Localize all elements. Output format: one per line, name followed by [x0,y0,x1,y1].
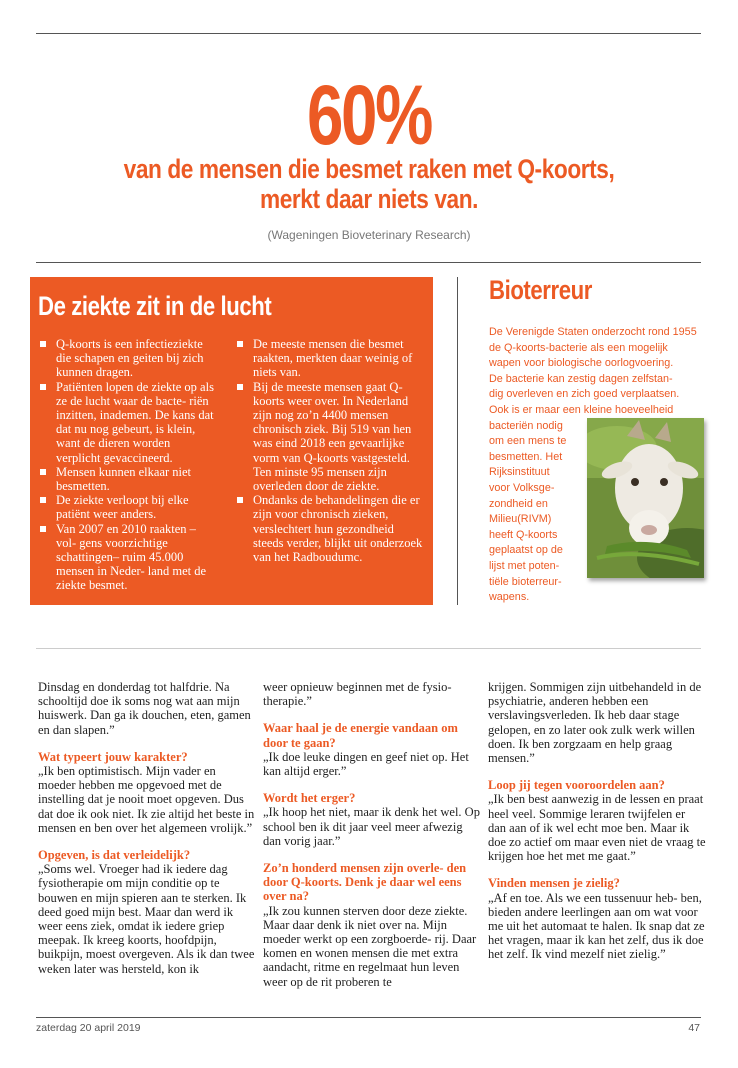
article-paragraph: „Ik hoop het niet, maar ik denk het wel. Op school ben ik dit jaar veel meer afwezig dan vorig jaar.” [263,805,480,848]
bioterreur-line: bacteriën nodig [489,419,563,432]
article-question: Waar haal je de energie vandaan om door te gaan? [263,721,458,750]
article-paragraph: „Af en toe. Als we een tussenuur heb- ben, bieden andere leerlingen aan om wat voor me uit het automaat te halen. Ik snap dat ze het vragen, maar ik kan het zelf, dus ik doe het zelf. Ik vind mezelf niet zielig.” [488,890,705,962]
bioterreur-line: zondheid en [489,497,548,510]
list-item: Van 2007 en 2010 raakten –vol- gens voorzichtige schattingen– ruim 45.000 mensen in Neder- land met de ziekte besmet. [38,522,216,593]
bioterreur-title: Bioterreur [489,275,592,305]
bioterreur-line: lijst met poten- [489,559,560,572]
facts-box-title: De ziekte zit in de lucht [38,291,272,321]
article-question: Vinden mensen je zielig? [488,876,620,891]
bioterreur-line: wapens. [489,591,530,604]
headline-stat: 60% [306,68,432,162]
facts-list-right [235,337,425,564]
headline-line-2: merkt daar niets van. [259,184,479,214]
article-paragraph: „Ik ben optimistisch. Mijn vader en moeder hebben me opgevoed met de instelling dat je nooit moet opgeven. Dus dat doe ik ook niet. Ik zie altijd het beste in mensen en ben over het algemeen vrolijk.” [38,764,255,835]
facts-list-left [38,337,216,593]
article-question: Loop jij tegen vooroordelen aan? [488,778,665,793]
list-item: De ziekte verloopt bij elke patiënt weer anders. [38,493,216,521]
bioterreur-line: dig overleven en zich goed verplaatsen. [489,388,680,401]
bioterreur-line: Ook is er maar een kleine hoeveelheid [489,403,674,416]
bioterreur-line: besmetten. Het [489,450,563,463]
column-divider [457,277,458,605]
article-paragraph: „Ik zou kunnen sterven door deze ziekte. Maar daar denk ik niet over na. Mijn moeder werkt op een zorgboerde- rij. Daar komen en wonen mensen die met extra aandacht, ritme en regelmaat hun leven weer op de rit proberen te [263,903,477,989]
list-item: Ondanks de behandelingen die er zijn voor chronisch zieken, verslechtert hun gezondheid steeds verder, blijkt uit onderzoek van het Radboudumc. [235,493,425,564]
article-paragraph: Dinsdag en donderdag tot halfdrie. Na schooltijd doe ik soms nog wat aan mijn huiswerk. Dan ga ik douchen, eten, gamen en dan slapen.” [38,680,251,737]
article-question: Wordt het erger? [263,791,356,806]
footer-rule [36,1017,701,1018]
article-question: Wat typeert jouw karakter? [38,749,188,764]
article-question: Opgeven, is dat verleidelijk? [38,848,191,863]
bioterreur-line: geplaatst op de [489,544,563,557]
headline-text [59,154,679,214]
article-column-2 [263,680,481,989]
bioterreur-line: de Q-koorts-bacterie als een mogelijk [489,341,668,354]
bioterreur-line: tiële bioterreur- [489,575,562,588]
article-paragraph: „Soms wel. Vroeger had ik iedere dag fysiotherapie om mijn conditie op te bouwen en mijn spieren aan te sterken. Ik deed goed mijn best. Maar dan werd ik weer eens ziek, omdat ik iedere griep meepak. Ik kreeg koorts, hoofdpijn, buikpijn, moest overgeven. Als ik dan twee weken later was hersteld, kon ik [38,862,255,976]
list-item: Bij de meeste mensen gaat Q- koorts weer over. In Nederland zijn nog zo’n 4400 mensen chronisch ziek. Bij 519 van hen was eind 2018 een gevaarlijke vorm van Q-koorts vastgesteld. Ten minste 95 mensen zijn overleden door de ziekte. [235,380,425,494]
article-question: Zo’n honderd mensen zijn overle- den door Q-koorts. Denk je daar wel eens over na? [263,861,467,904]
section-rule [36,262,701,263]
goat-illustration [587,418,704,578]
bioterreur-line: om een mens te [489,435,567,448]
article-paragraph: „Ik doe leuke dingen en geef niet op. Het kan altijd erger.” [263,749,469,779]
article-paragraph: weer opnieuw beginnen met de fysio- therapie.” [263,680,452,709]
article-column-3 [488,680,706,962]
footer-date: zaterdag 20 april 2019 [36,1022,141,1034]
bioterreur-line: voor Volksge- [489,481,555,494]
bioterreur-line: De bacterie kan zestig dagen zelfstan- [489,372,673,385]
list-item: Patiënten lopen de ziekte op als ze de lucht waar de bacte- riën inzitten, inademen. De kans dat dat nu nog gebeurt, is klein, want de dieren worden verplicht gevaccineerd. [38,380,216,465]
article-paragraph: „Ik ben best aanwezig in de lessen en praat heel veel. Sommige leraren twijfelen er dan aan of ik wel echt moe ben. Maar ik doe zo actief om maar even niet de vraag te krijgen hoe het met me gaat.” [488,792,706,864]
article-paragraph: krijgen. Sommigen zijn uitbehandeld in de psychiatrie, anderen hebben een verslavingsverleden. Ik heb daar stage gelopen, en zo later ook zulk werk willen doen. Ik ben zorgzaam en help graag mensen.” [488,680,702,766]
list-item: Mensen kunnen elkaar niet besmetten. [38,465,216,493]
headline-line-1: van de mensen die besmet raken met Q-koorts, [123,154,615,184]
bioterreur-line: De Verenigde Staten onderzocht rond 1955 [489,326,697,338]
bioterreur-line: Milieu(RIVM) [489,513,552,526]
bioterreur-line: heeft Q-koorts [489,528,558,541]
article-column-1 [38,680,256,976]
goat-photo [587,418,704,578]
facts-box [30,277,433,605]
top-rule [36,33,701,34]
list-item: Q-koorts is een infectieziekte die schapen en geiten bij zich kunnen dragen. [38,337,216,380]
page-number: 47 [688,1022,700,1034]
list-item: De meeste mensen die besmet raakten, merkten daar weinig of niets van. [235,337,425,380]
article-top-rule [36,648,701,649]
bioterreur-line: Rijksinstituut [489,466,550,479]
headline-source: (Wageningen Bioveterinary Research) [267,228,471,242]
bioterreur-line: wapen voor biologische oorlogvoering. [489,357,674,370]
